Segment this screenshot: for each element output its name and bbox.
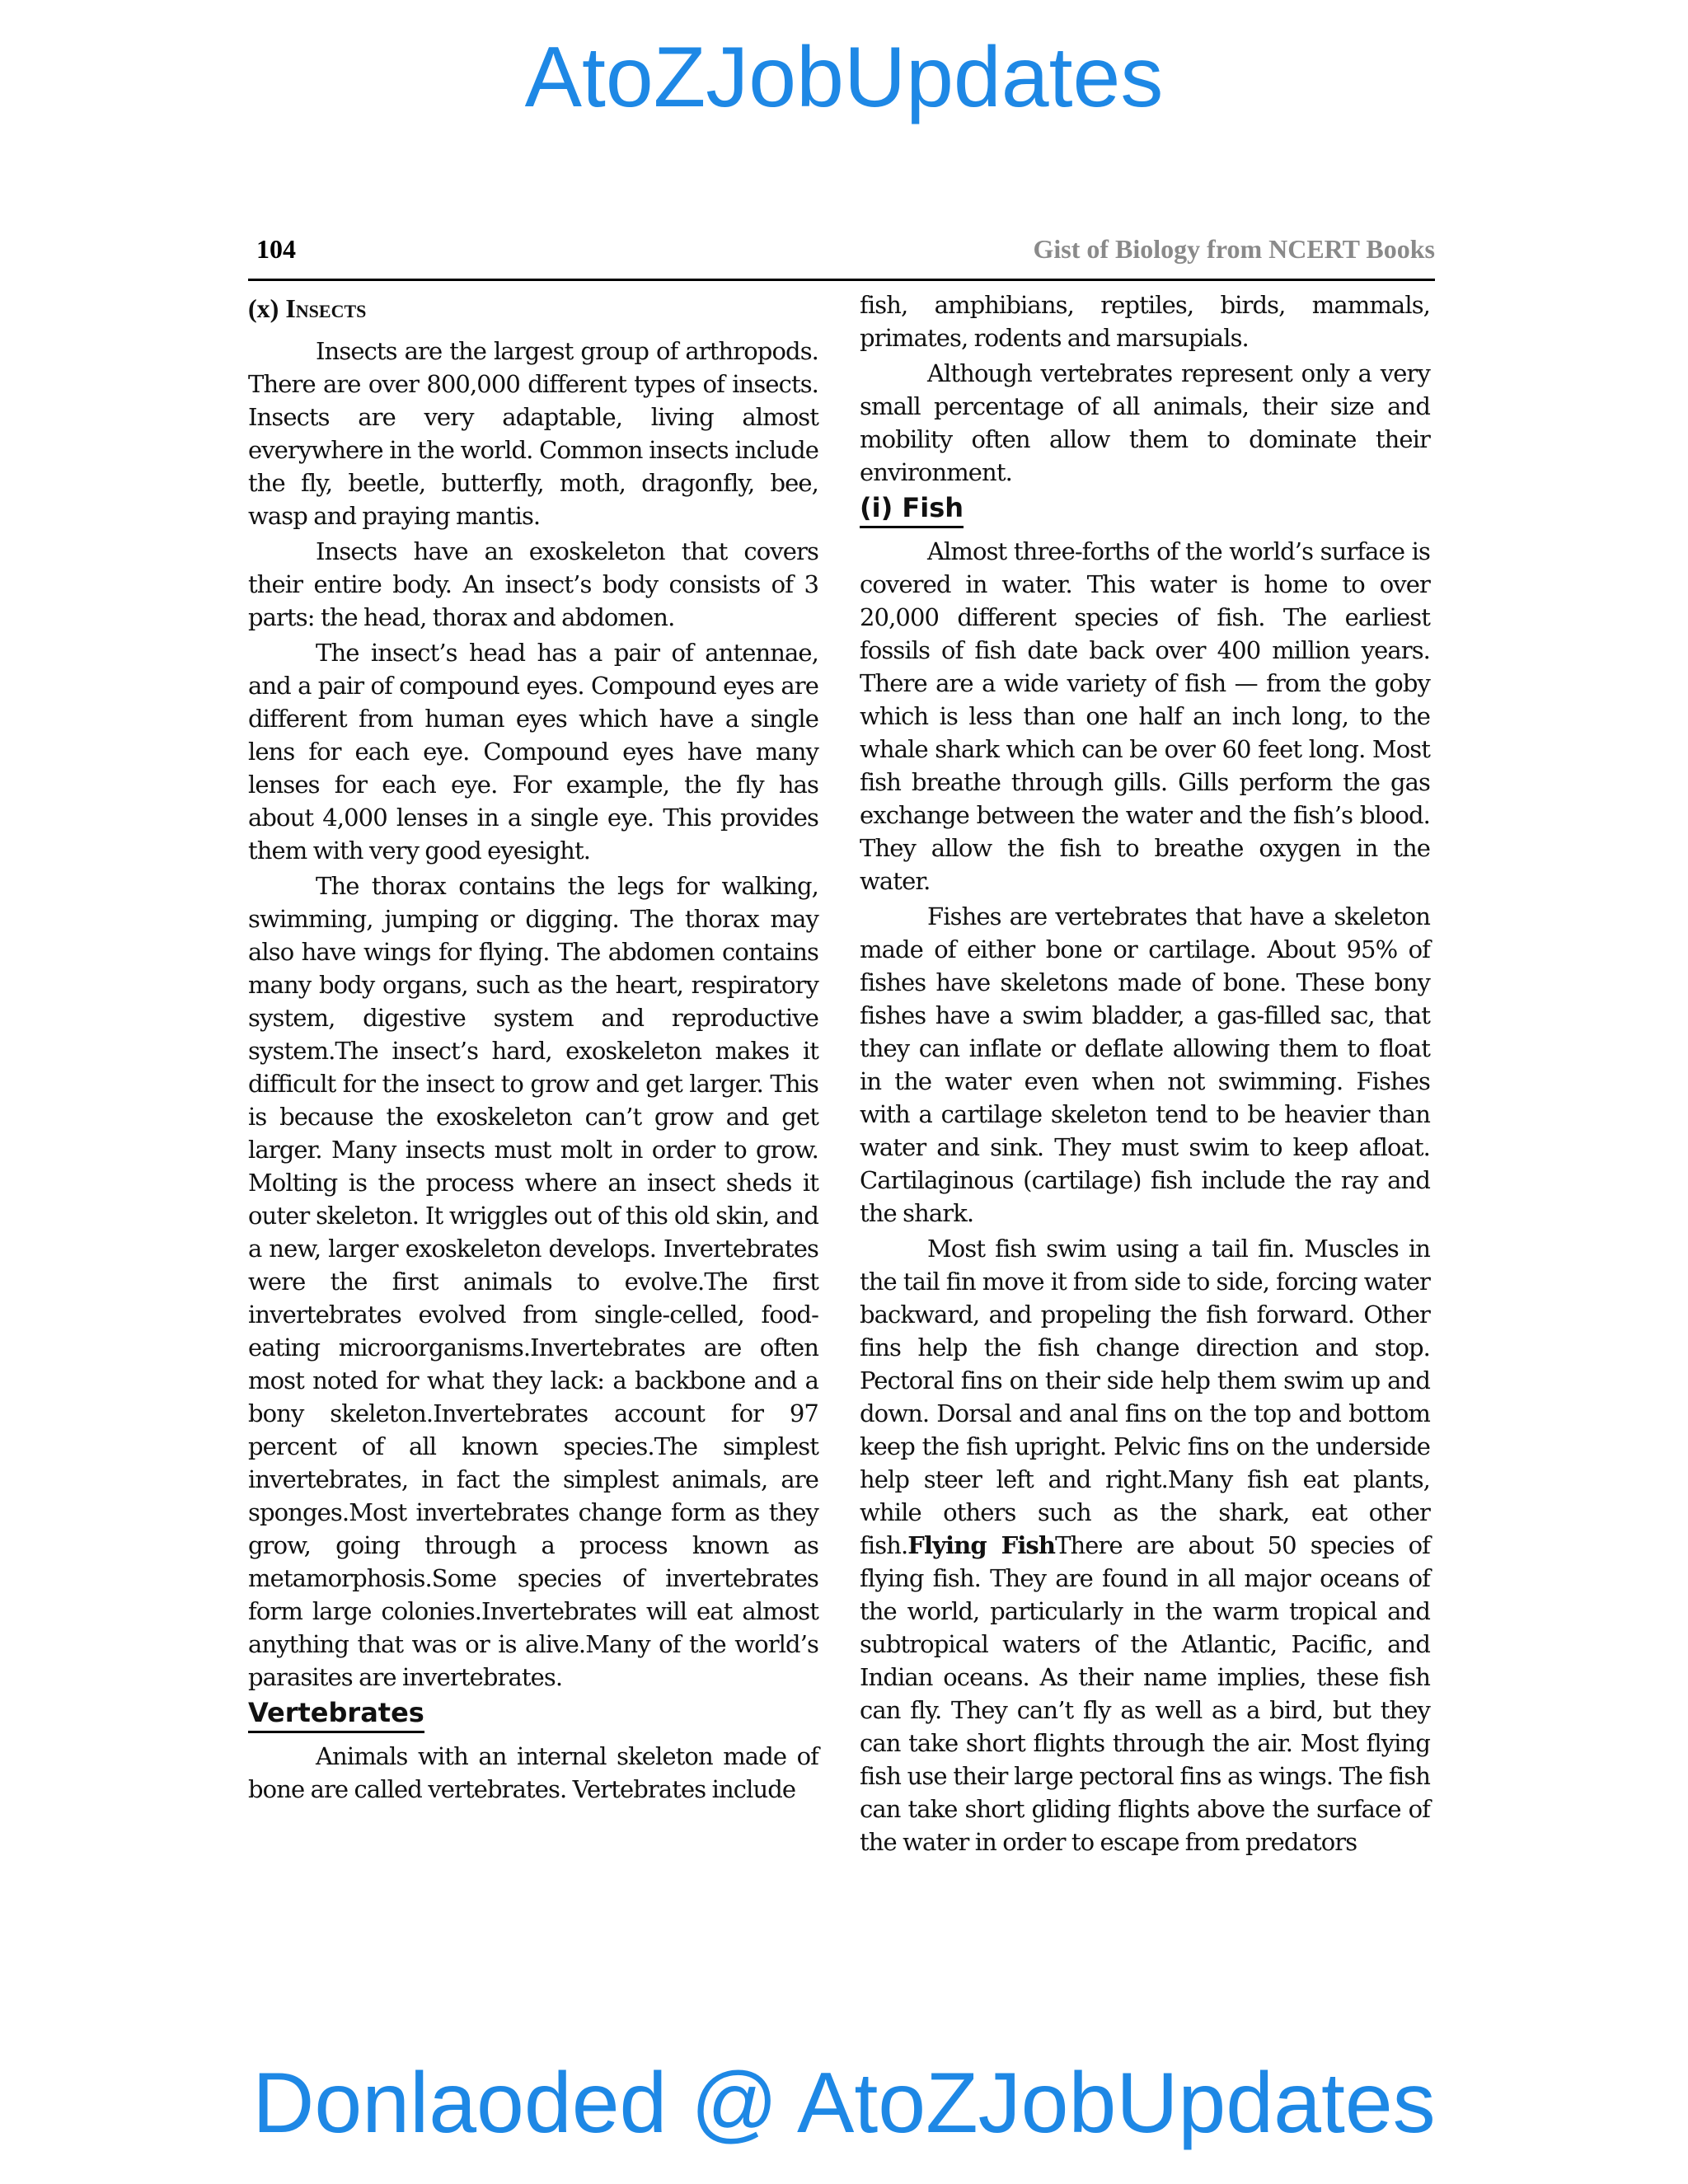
fish-heading: (i) Fish [860, 491, 964, 528]
vertebrates-paragraph: Animals with an internal skeleton made of bone are called vertebrates. Vertebrates include [248, 1742, 818, 1803]
left-column [248, 288, 818, 1808]
watermark-top: AtoZJobUpdates [524, 30, 1164, 125]
fish-paragraph-2: Fishes are vertebrates that have a skeleton made of either bone or cartilage. About 95% of fishes have skeletons made of bone. These bony fishes have a swim bladder, a gas-filled sac, that they can inflate or deflate allowing them to float in the water even when not swimming. Fishes with a cartilage skeleton tend to be heavier than water and sink. They must swim to keep afloat. Cartilaginous (cartilage) fish include the ray and the shark. [860, 902, 1430, 1227]
fish-paragraph-1: Almost three-forths of the world’s surface is covered in water. This water is home to over 20,000 different species of fish. The earliest fossils of fish date back over 400 million years. There are a wide variety of fish — from the goby which is less than one half an inch long, to the whale shark which can be over 60 feet long. Most fish breathe through gills. Gills perform the gas exchange between the water and the fish’s blood. They allow the fish to breathe oxygen in the water. [860, 537, 1430, 895]
vertebrates-dominance-paragraph: Although vertebrates represent only a very small percentage of all animals, their size and mobility often allow them to dominate their environment. [860, 359, 1430, 486]
page-number: 104 [256, 234, 296, 264]
vertebrates-heading: Vertebrates [248, 1696, 424, 1733]
section-title-insects [248, 292, 818, 325]
right-column [860, 288, 1430, 1861]
watermark-bottom: Donlaoded @ AtoZJobUpdates [252, 2055, 1436, 2151]
insects-paragraph-2: Insects have an exoskeleton that covers their entire body. An insect’s body consists of 3 parts: the head, thorax and abdomen. [248, 537, 818, 631]
flying-fish-text: There are about 50 species of flying fish. They are found in all major oceans of the world, particularly in the warm tropical and subtropical waters of the Atlantic, Pacific, and Indian oceans. As their name implies, these fish can fly. They can’t fly as well as a bird, but they can take short flights through the air. Most flying fish use their large pectoral fins as wings. The fish can take short gliding flights above the surface of the water in order to escape from predators [860, 1531, 1430, 1856]
flying-fish-label: Flying Fish [907, 1531, 1056, 1559]
vertebrates-continuation: fish, amphibians, reptiles, birds, mammals, primates, rodents and marsupials. [860, 291, 1430, 352]
page-header [248, 232, 1435, 281]
insects-paragraph-3: The insect’s head has a pair of antennae, and a pair of compound eyes. Compound eyes are different from human eyes which have a single lens for each eye. Compound eyes have many lenses for each eye. For example, the fly has about 4,000 lenses in a single eye. This provides them with very good eyesight. [248, 639, 818, 865]
fish-paragraph-3 [860, 1232, 1430, 1858]
section-title-text: Insects [285, 293, 367, 323]
book-title: Gist of Biology from NCERT Books [1033, 234, 1435, 264]
section-prefix: (x) [248, 293, 286, 323]
fish-swim-text: Most fish swim using a tail fin. Muscles in the tail fin move it from side to side, forcing water backward, and propeling the fish forward. Other fins help the fish change direction and stop. Pectoral fins on their side help them swim up and down. Dorsal and anal fins on the top and bottom keep the fish upright. Pelvic fins on the underside help steer left and right.Many fish eat plants, while others such as the shark, eat other fish. [860, 1235, 1430, 1559]
insects-paragraph-1: Insects are the largest group of arthropods. There are over 800,000 different types of insects. Insects are very adaptable, living almost everywhere in the world. Common insects include the fly, beetle, butterfly, moth, dragonfly, bee, wasp and praying mantis. [248, 337, 818, 530]
insects-paragraph-4: The thorax contains the legs for walking, swimming, jumping or digging. The thorax may also have wings for flying. The abdomen contains many body organs, such as the heart, respiratory system, digestive system and reproductive system.The insect’s hard, exoskeleton makes it difficult for the insect to grow and get larger. This is because the exoskeleton can’t grow and get larger. Many insects must molt in order to grow. Molting is the process where an insect sheds it outer skeleton. It wriggles out of this old skin, and a new, larger exoskeleton develops. Invertebrates were the first animals to evolve.The first invertebrates evolved from single-celled, food-eating microorganisms.Invertebrates are often most noted for what they lack: a backbone and a bony skeleton.Invertebrates account for 97 percent of all known species.The simplest invertebrates, in fact the simplest animals, are sponges.Most invertebrates change form as they grow, going through a process known as metamorphosis.Some species of invertebrates form large colonies.Invertebrates will eat almost anything that was or is alive.Many of the world’s parasites are invertebrates. [248, 872, 818, 1691]
